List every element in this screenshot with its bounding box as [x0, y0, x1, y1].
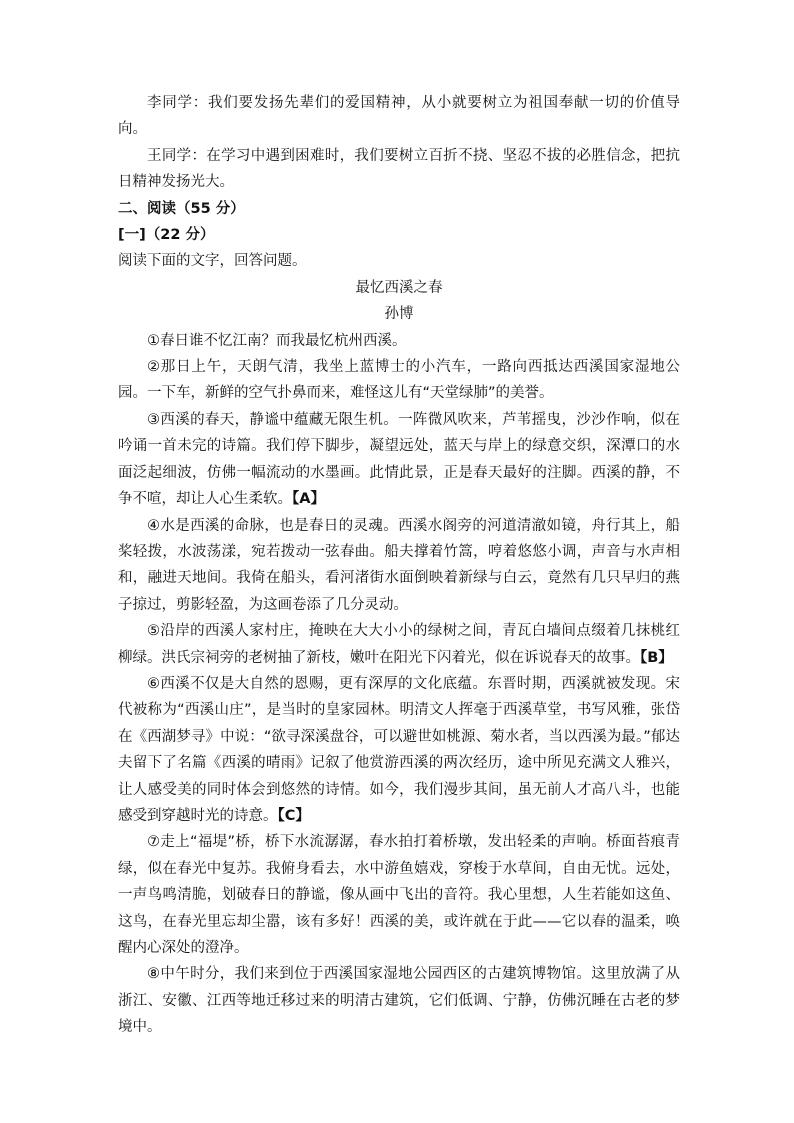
article-title: 最忆西溪之春 — [355, 279, 443, 296]
paragraph-8: ⑧中午时分，我们来到位于西溪国家湿地公园西区的古建筑博物馆。这里放满了从浙江、安徽、江西等地迁移过来的明清古建筑，它们低调、宁静，仿佛沉睡在古老的梦境中。 — [118, 966, 680, 1036]
paragraph-5 — [118, 618, 680, 671]
li-student-line: 李同学：我们要发扬先辈们的爱国精神，从小就要树立为祖国奉献一切的价值导向。 — [118, 95, 680, 138]
wang-student-line: 王同学：在学习中遇到困难时，我们要树立百折不挠、坚忍不拔的必胜信念，把抗日精神发扬光大。 — [118, 147, 680, 191]
paragraph-3 — [118, 407, 680, 513]
section-heading: 二、阅读（55 分） — [118, 200, 245, 217]
paragraph-4: ④水是西溪的命脉，也是春日的灵魂。西溪水阁旁的河道清澈如镜，舟行其上，船桨轻拨，水波荡漾，宛若拨动一弦春曲。船夫撑着竹篙，哼着悠悠小调，声音与水声相和，融进天地间。我倚在船头，看河渚街水面倒映着新绿与白云，竟然有几只早归的燕子掠过，剪影轻盈，为这画卷添了几分灵动。 — [118, 517, 680, 613]
article-author: 孙博 — [384, 306, 414, 323]
paragraph-1: ①春日谁不忆江南？而我最忆杭州西溪。 — [147, 332, 407, 349]
blank-b-marker: 【B】 — [640, 649, 673, 666]
document-body — [118, 90, 680, 1041]
blank-a-marker: 【A】 — [292, 491, 325, 508]
paragraph-7: ⑦走上“福堤”桥，桥下水流潺潺，春水拍打着桥墩，发出轻柔的声响。桥面苔痕青绿，似在春光中复苏。我俯身看去，水中游鱼嬉戏，穿梭于水草间，自由无忧。远处，一声鸟鸣清脆，划破春日的静谧，像从画中飞出的音符。我心里想，人生若能如这鱼、这鸟，在春光里忘却尘嚣，该有多好！西溪的美，或许就在于此——它以春的温柔，唤醒内心深处的澄净。 — [118, 834, 680, 956]
paragraph-2: ②那日上午，天朗气清，我坐上蓝博士的小汽车，一路向西抵达西溪国家湿地公园。一下车，新鲜的空气扑鼻而来，难怪这儿有“天堂绿肺”的美誉。 — [118, 359, 680, 402]
sub-heading: [一]（22 分） — [118, 227, 215, 244]
paragraph-6 — [118, 671, 680, 829]
paragraph-3-text: ③西溪的春天，静谧中蕴藏无限生机。一阵微风吹来，芦苇摇曳，沙沙作响，似在吟诵一首未完的诗篇。我们停下脚步，凝望远处，蓝天与岸上的绿意交织，深潭口的水面泛起细波，仿佛一幅流动的水墨画。此情此景，正是春天最好的注脚。西溪的静，不争不喧，却让人心生柔软。 — [118, 411, 680, 508]
paragraph-6-text: ⑥西溪不仅是大自然的恩赐，更有深厚的文化底蕴。东晋时期，西溪就被发现。宋代被称为“西溪山庄”，是当时的皇家园林。明清文人挥毫于西溪草堂，书写风雅，张岱在《西湖梦寻》中说：“欲寻深溪盘谷，可以避世如桃源、菊水者，当以西溪为最。”郁达夫留下了名篇《西溪的晴雨》记叙了他赏游西溪的两次经历，途中所见充满文人雅兴，让人感受美的同时体会到悠然的诗情。如今，我们漫步其间，虽无前人才高八斗，也能感受到穿越时光的诗意。 — [118, 675, 680, 824]
paragraph-5-text: ⑤沿岸的西溪人家村庄，掩映在大大小小的绿树之间，青瓦白墙间点缀着几抹桃红柳绿。洪氏宗祠旁的老树抽了新枝，嫩叶在阳光下闪着光，似在诉说春天的故事。 — [118, 623, 680, 666]
instruction-text: 阅读下面的文字，回答问题。 — [118, 253, 307, 270]
blank-c-marker: 【C】 — [277, 807, 310, 824]
